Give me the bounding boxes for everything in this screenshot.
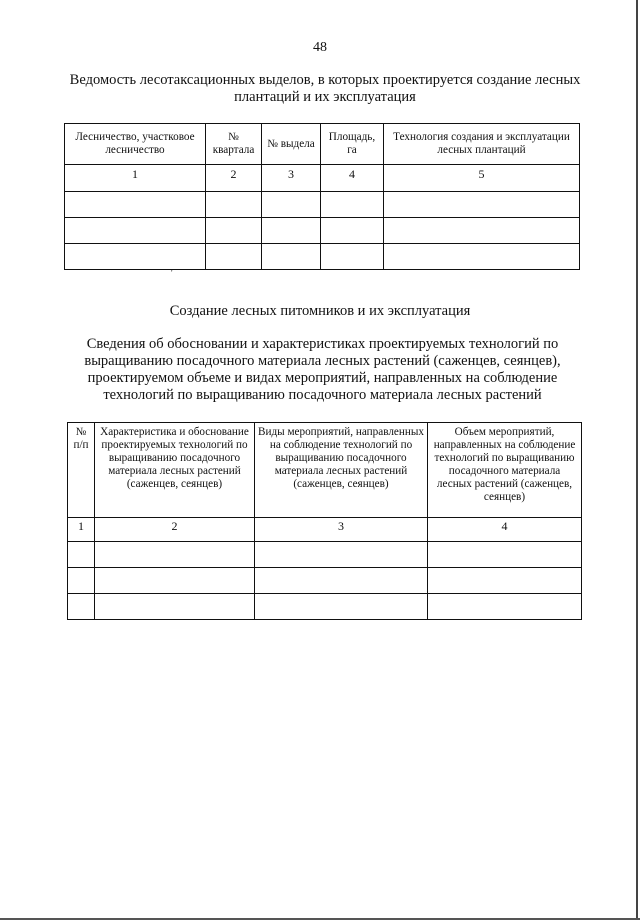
table-cell <box>321 192 384 218</box>
col-header-quarter: № квартала <box>206 124 262 165</box>
table-row <box>65 244 580 270</box>
scan-speck: ' <box>171 268 173 278</box>
page-number: 48 <box>313 40 327 55</box>
table-cell <box>262 244 321 270</box>
table-cell <box>95 542 255 568</box>
table-cell <box>206 244 262 270</box>
column-number: 4 <box>321 165 384 192</box>
table-header-row <box>68 423 582 518</box>
col-header-index: № п/п <box>68 423 95 518</box>
table-row <box>68 542 582 568</box>
col-header-activity-volume: Объем мероприятий, направленных на соблюдение технологий по выращиванию посадочного материала лесных растений (саженцев, сеянцев) <box>428 423 582 518</box>
table-cell <box>206 218 262 244</box>
table-cell <box>68 568 95 594</box>
column-number: 2 <box>95 518 255 542</box>
col-header-technology: Технология создания и эксплуатации лесных плантаций <box>384 124 580 165</box>
table-cell <box>262 192 321 218</box>
table-cell <box>384 218 580 244</box>
table-cell <box>95 568 255 594</box>
table-row <box>65 218 580 244</box>
table-row <box>68 568 582 594</box>
table-cell <box>95 594 255 620</box>
table-cell <box>384 244 580 270</box>
section2-description: Сведения об обосновании и характеристиках проектируемых технологий по выращиванию посадочного материала лесных растений (саженцев, сеянцев), проектируемом объеме и видах мероприятий, направленных на соблюдение технологий по выращиванию посадочного материала лесных растений <box>84 336 561 403</box>
column-number: 2 <box>206 165 262 192</box>
section2-title: Создание лесных питомников и их эксплуатация <box>169 303 471 319</box>
table-cell <box>321 244 384 270</box>
table-header-row <box>65 124 580 165</box>
table-cell <box>428 542 582 568</box>
table-cell <box>262 218 321 244</box>
column-number: 5 <box>384 165 580 192</box>
section1-title: Ведомость лесотаксационных выделов, в которых проектируется создание лесных плантаций и их эксплуатация <box>69 72 581 105</box>
column-number: 1 <box>68 518 95 542</box>
table-cell <box>68 542 95 568</box>
table-cell <box>206 192 262 218</box>
col-header-forestry: Лесничество, участковое лесничество <box>65 124 206 165</box>
column-number: 3 <box>262 165 321 192</box>
col-header-activity-types: Виды мероприятий, направленных на соблюдение технологий по выращиванию посадочного материала лесных растений (саженцев, сеянцев) <box>255 423 428 518</box>
col-header-characteristics: Характеристика и обоснование проектируемых технологий по выращиванию посадочного материала лесных растений (саженцев, сеянцев) <box>95 423 255 518</box>
table-cell <box>65 218 206 244</box>
table-cell <box>321 218 384 244</box>
table-cell <box>65 244 206 270</box>
nursery-technologies-table <box>67 422 582 620</box>
table-cell <box>255 542 428 568</box>
col-header-plot: № выдела <box>262 124 321 165</box>
column-number: 4 <box>428 518 582 542</box>
forest-plantations-table <box>64 123 580 270</box>
col-header-area: Площадь, га <box>321 124 384 165</box>
table-cell <box>255 594 428 620</box>
table-cell <box>384 192 580 218</box>
table-cell <box>428 568 582 594</box>
column-number-row <box>68 518 582 542</box>
scan-edge-right <box>636 0 638 920</box>
column-number-row <box>65 165 580 192</box>
table-cell <box>65 192 206 218</box>
table-cell <box>428 594 582 620</box>
column-number: 3 <box>255 518 428 542</box>
table-row <box>65 192 580 218</box>
table-cell <box>68 594 95 620</box>
table-row <box>68 594 582 620</box>
table-cell <box>255 568 428 594</box>
column-number: 1 <box>65 165 206 192</box>
